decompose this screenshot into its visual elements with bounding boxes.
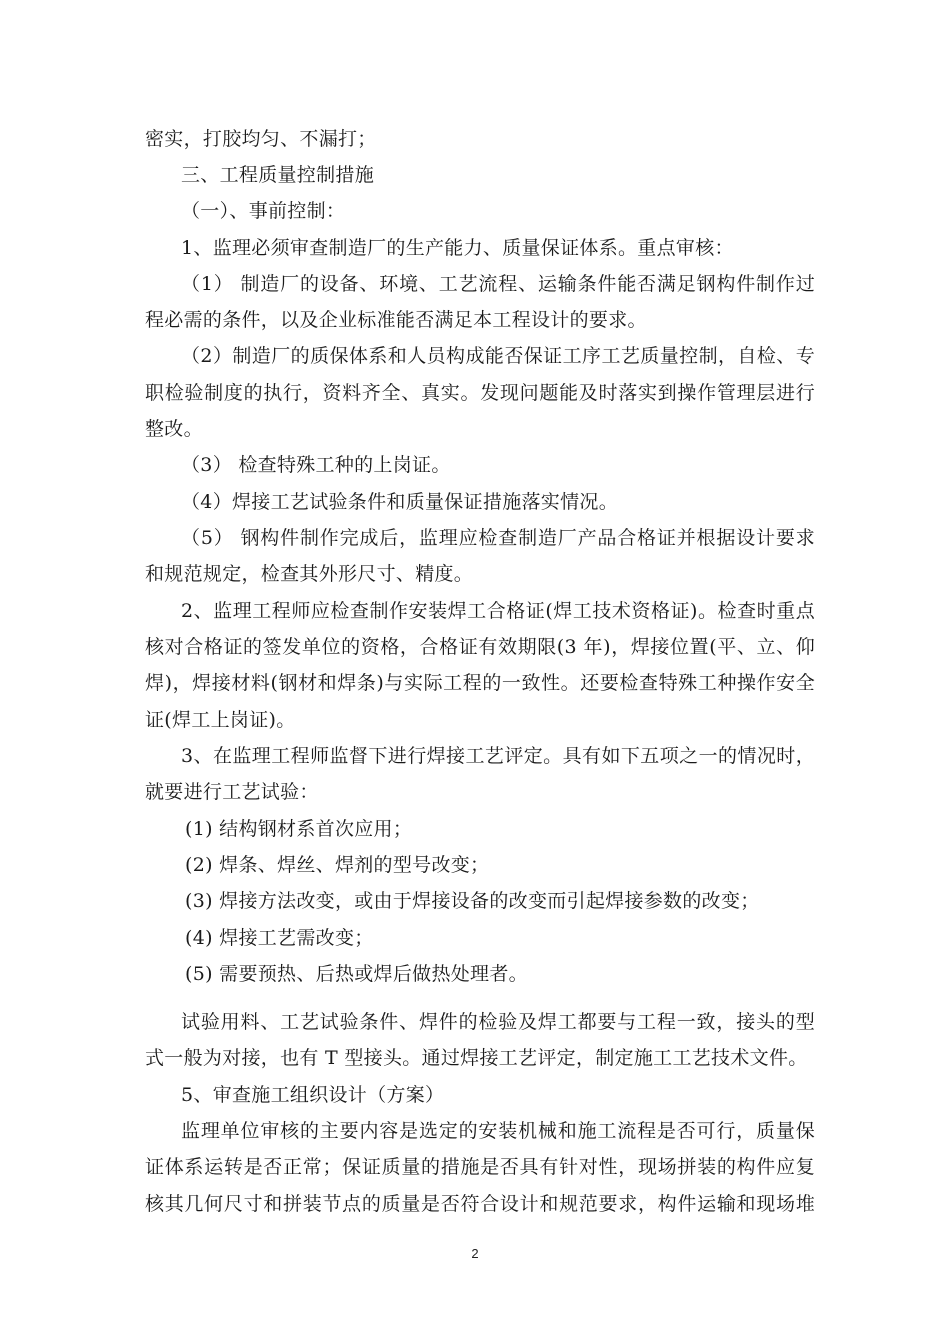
text-line: 3、在监理工程师监督下进行焊接工艺评定。具有如下五项之一的情况时， [181,745,815,767]
list-item: (4) 焊接工艺需改变； [185,927,374,949]
text-line: （5） 钢构件制作完成后，监理应检查制造厂产品合格证并根据设计要求 [181,527,815,549]
text-line: 和规范规定，检查其外形尺寸、精度。 [145,563,474,585]
section-heading: 三、工程质量控制措施 [181,164,375,186]
text-line: 整改。 [145,418,203,440]
page-number: 2 [471,1246,479,1261]
list-item: (3) 焊接方法改变，或由于焊接设备的改变而引起焊接参数的改变； [185,890,760,912]
text-line: 焊)，焊接材料(钢材和焊条)与实际工程的一致性。还要检查特殊工种操作安全 [145,672,815,694]
list-item: (5) 需要预热、后热或焊后做热处理者。 [185,963,528,985]
list-item: (2) 焊条、焊丝、焊剂的型号改变； [185,854,490,876]
text-line: （2）制造厂的质保体系和人员构成能否保证工序工艺质量控制，自检、专 [181,345,815,367]
subsection-heading: （一）、事前控制： [181,200,346,222]
text-line: 式一般为对接，也有 T 型接头。通过焊接工艺评定，制定施工工艺技术文件。 [145,1047,808,1069]
text-line: 就要进行工艺试验： [145,781,319,803]
text-line: 证体系运转是否正常；保证质量的措施是否具有针对性，现场拼装的构件应复 [145,1156,815,1178]
text-line: 5、审查施工组织设计（方案） [181,1084,445,1106]
text-line: 密实，打胶均匀、不漏打； [145,128,377,150]
text-line: 2、监理工程师应检查制作安装焊工合格证(焊工技术资格证)。检查时重点 [181,600,815,622]
text-line: （4）焊接工艺试验条件和质量保证措施落实情况。 [181,491,618,513]
text-line: 1、监理必须审查制造厂的生产能力、质量保证体系。重点审核： [181,237,734,259]
text-line: 证(焊工上岗证)。 [145,709,296,731]
list-item: (1) 结构钢材系首次应用； [185,818,413,840]
text-line: 试验用料、工艺试验条件、焊件的检验及焊工都要与工程一致，接头的型 [181,1011,815,1033]
text-line: 监理单位审核的主要内容是选定的安装机械和施工流程是否可行，质量保 [181,1120,815,1142]
text-line: （3） 检查特殊工种的上岗证。 [181,454,451,476]
text-line: 职检验制度的执行，资料齐全、真实。发现问题能及时落实到操作管理层进行 [145,382,815,404]
text-line: （1） 制造厂的设备、环境、工艺流程、运输条件能否满足钢构件制作过 [181,273,815,295]
text-line: 程必需的条件，以及企业标准能否满足本工程设计的要求。 [145,309,647,331]
text-line: 核对合格证的签发单位的资格，合格证有效期限(3 年)，焊接位置(平、立、仰 [145,636,815,658]
text-line: 核其几何尺寸和拼装节点的质量是否符合设计和规范要求，构件运输和现场堆 [145,1193,815,1215]
